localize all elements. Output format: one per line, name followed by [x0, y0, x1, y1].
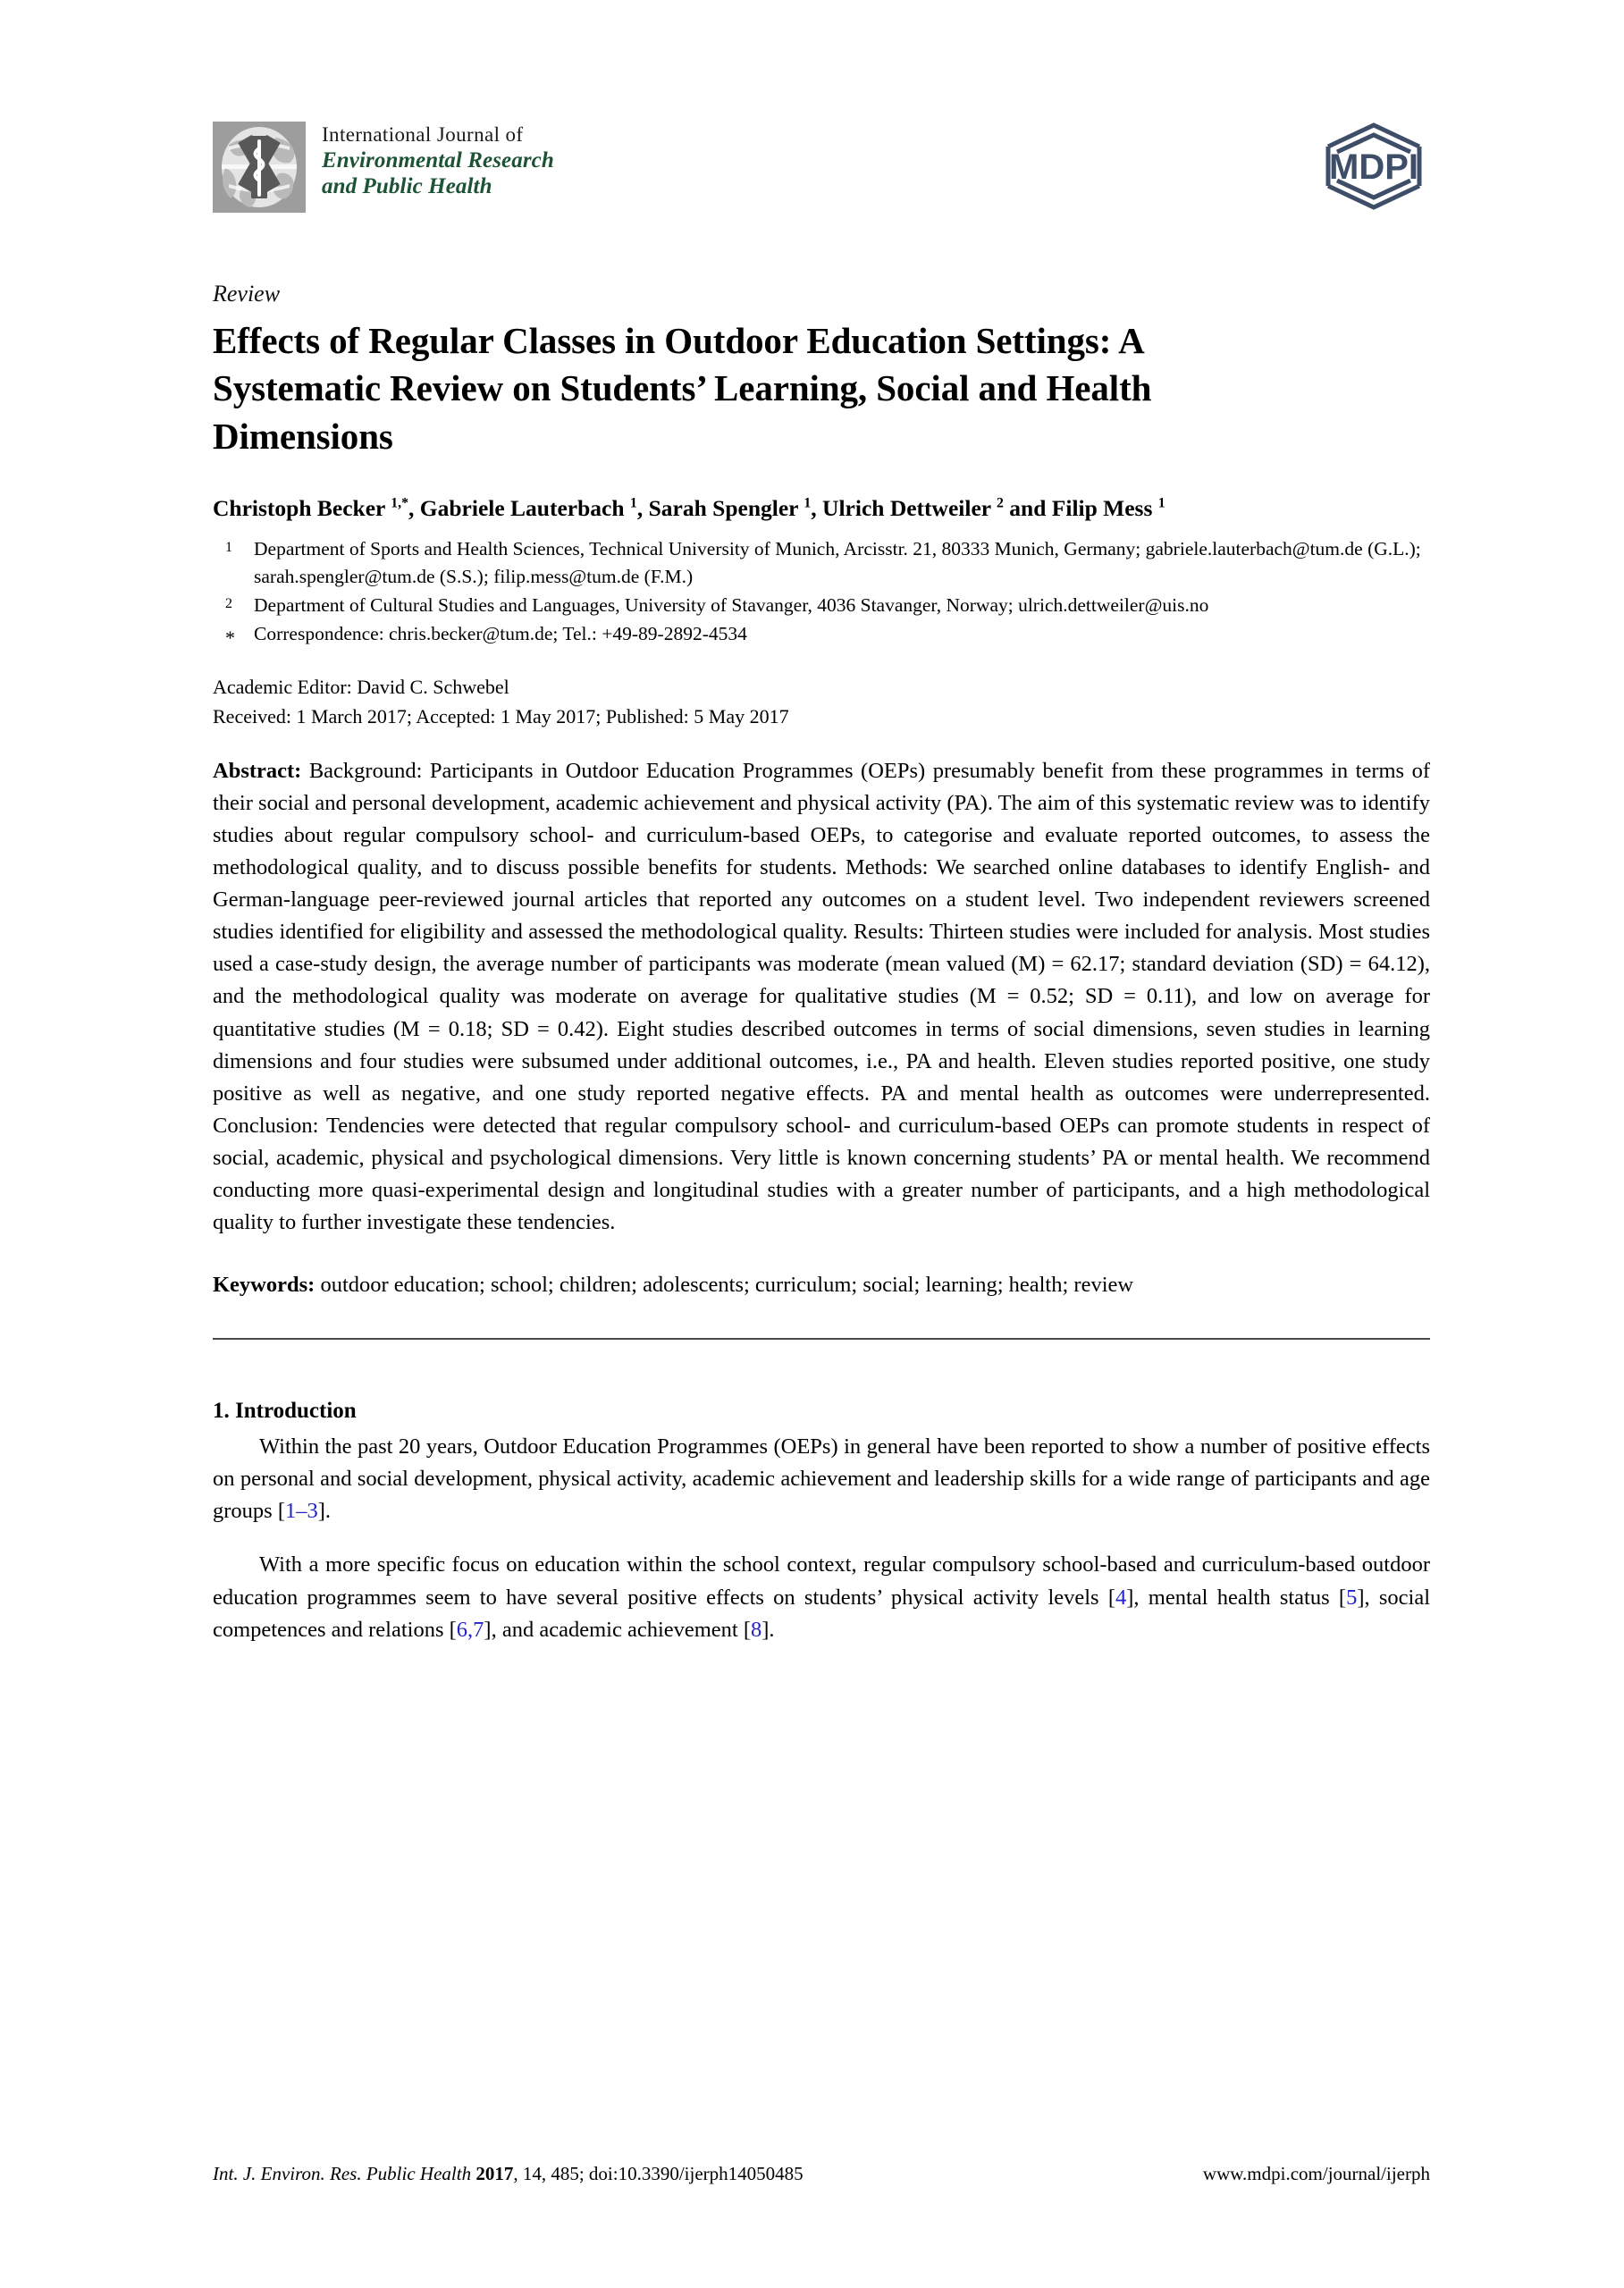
affiliation-text: Department of Sports and Health Sciences, Technical University of Munich, Arcisstr. 21, 80333 Munich, Germany; gabriele.lauterbach@tum.de (G.L.); sarah.spengler@tum.de (S.S.); filip.mess@tum.de (F.M.)	[254, 538, 1421, 588]
citation-link-4[interactable]: 4	[1115, 1585, 1127, 1610]
intro-p2-text-e: ].	[762, 1617, 775, 1642]
author-affiliation-marker: 1	[804, 495, 812, 511]
page-footer	[213, 2163, 1430, 2185]
article-type-label: Review	[213, 281, 281, 307]
affiliation-row	[213, 535, 1430, 591]
affiliation-text: Correspondence: chris.becker@tum.de; Tel.: +49-89-2892-4534	[254, 622, 747, 644]
author-name: Ulrich Dettweiler	[822, 494, 997, 521]
intro-p2-text-c: ], social competences and relations [	[213, 1585, 1430, 1642]
mdpi-logo	[1317, 120, 1430, 213]
page-title: Effects of Regular Classes in Outdoor Education Settings: A Systematic Review on Students’ Learning, Social and Health Dimensions	[213, 320, 1152, 457]
author-separator: ,	[636, 494, 649, 521]
journal-name-line1: International Journal of	[322, 123, 524, 146]
intro-p2-text-a: With a more specific focus on education within the school context, regular compulsory school-based and curriculum-based outdoor education programmes seem to have several positive effects on students’ physical activity levels [	[213, 1552, 1430, 1610]
footer-citation	[213, 2163, 804, 2185]
intro-p1-text-b: ].	[317, 1498, 332, 1523]
journal-name-line3: and Public Health	[322, 173, 492, 198]
intro-p1-text-a: Within the past 20 years, Outdoor Education Programmes (OEPs) in general have been reported to show a number of positive effects on personal and social development, physical activity, academic achievement and leadership skills for a wide range of participants and age groups [	[213, 1434, 1430, 1523]
masthead	[213, 114, 1430, 248]
academic-editor: Academic Editor: David C. Schwebel	[213, 675, 509, 698]
citation-link-6-7[interactable]: 6,7	[456, 1617, 484, 1642]
footer-journal-short: Int. J. Environ. Res. Public Health	[213, 2163, 472, 2184]
affiliation-marker: *	[225, 626, 235, 649]
author-affiliation-marker: 1	[1157, 495, 1165, 511]
footer-year: 2017	[475, 2163, 514, 2184]
citation-link-1-3[interactable]: 1–3	[284, 1498, 318, 1523]
journal-name	[322, 122, 554, 199]
affiliation-list	[213, 535, 1430, 652]
journal-name-line2: Environmental Research	[322, 147, 554, 172]
author-separator: ,	[811, 494, 823, 521]
affiliation-text: Department of Cultural Studies and Languages, University of Stavanger, 4036 Stavanger, Norway; ulrich.dettweiler@uis.no	[254, 594, 1209, 617]
author-affiliation-marker: 1	[629, 495, 637, 511]
journal-globe-health-icon	[213, 122, 306, 213]
citation-link-5[interactable]: 5	[1346, 1585, 1358, 1610]
keywords	[213, 1269, 1430, 1301]
author-list	[213, 492, 1294, 525]
abstract	[213, 755, 1430, 1240]
affiliation-row	[213, 620, 1430, 652]
author-separator: and	[1003, 494, 1052, 521]
affiliation-marker: 2	[225, 596, 232, 612]
affiliation-row	[213, 592, 1430, 619]
intro-p2-text-b: ], mental health status [	[1126, 1585, 1347, 1610]
author-affiliation-marker: 1,*	[391, 495, 409, 511]
footer-journal-url[interactable]: www.mdpi.com/journal/ijerph	[1202, 2163, 1430, 2184]
keywords-body: outdoor education; school; children; adolescents; curriculum; social; learning; health; review	[315, 1273, 1134, 1298]
publication-dates: Received: 1 March 2017; Accepted: 1 May 2017; Published: 5 May 2017	[213, 705, 789, 728]
author-name: Sarah Spengler	[648, 494, 804, 521]
author-name: Christoph Becker	[213, 494, 391, 521]
intro-paragraph-1	[213, 1431, 1430, 1527]
section-heading-introduction: 1. Introduction	[213, 1398, 357, 1423]
author-name: Filip Mess	[1051, 494, 1158, 521]
journal-logo	[213, 122, 554, 213]
mdpi-logo-text: MDPI	[1329, 147, 1418, 187]
author-separator: ,	[408, 494, 420, 521]
author-affiliation-marker: 2	[997, 495, 1004, 511]
affiliation-marker: 1	[225, 540, 232, 556]
abstract-label: Abstract:	[213, 758, 302, 783]
section-divider	[213, 1338, 1430, 1340]
keywords-label: Keywords:	[213, 1273, 316, 1298]
footer-volume-doi: , 14, 485; doi:10.3390/ijerph14050485	[513, 2163, 804, 2184]
author-name: Gabriele Lauterbach	[419, 494, 630, 521]
intro-p2-text-d: ], and academic achievement [	[484, 1617, 752, 1642]
intro-paragraph-2	[213, 1549, 1430, 1645]
citation-link-8[interactable]: 8	[751, 1617, 762, 1642]
editorial-info	[213, 672, 1430, 732]
abstract-body: Background: Participants in Outdoor Education Programmes (OEPs) presumably benefit from these programmes in terms of their social and personal development, academic achievement and physical activity (PA). The aim of this systematic review was to identify studies about regular compulsory school- and curriculum-based OEPs, to categorise and evaluate reported outcomes, to assess the methodological quality, and to discuss possible benefits for students. Methods: We searched online databases to identify English- and German-language peer-reviewed journal articles that reported any outcomes on a student level. Two independent reviewers screened studies identified for eligibility and assessed the methodological quality. Results: Thirteen studies were included for analysis. Most studies used a case-study design, the average number of participants was moderate (mean valued (M) = 62.17; standard deviation (SD) = 64.12), and the methodological quality was moderate on average for qualitative studies (M = 0.52; SD = 0.11), and low on average for quantitative studies (M = 0.18; SD = 0.42). Eight studies described outcomes in terms of social dimensions, seven studies in learning dimensions and four studies were subsumed under additional outcomes, i.e., PA and health. Eleven studies reported positive, one study positive as well as negative, and one study reported negative effects. PA and mental health as outcomes were underrepresented. Conclusion: Tendencies were detected that regular compulsory school- and curriculum-based OEPs can promote students in respect of social, academic, physical and psychological dimensions. Very little is known concerning students’ PA or mental health. We recommend conducting more quasi-experimental design and longitudinal studies with a greater number of participants, and a high methodological quality to further investigate these tendencies.	[213, 758, 1430, 1235]
page-content	[213, 0, 1430, 1668]
